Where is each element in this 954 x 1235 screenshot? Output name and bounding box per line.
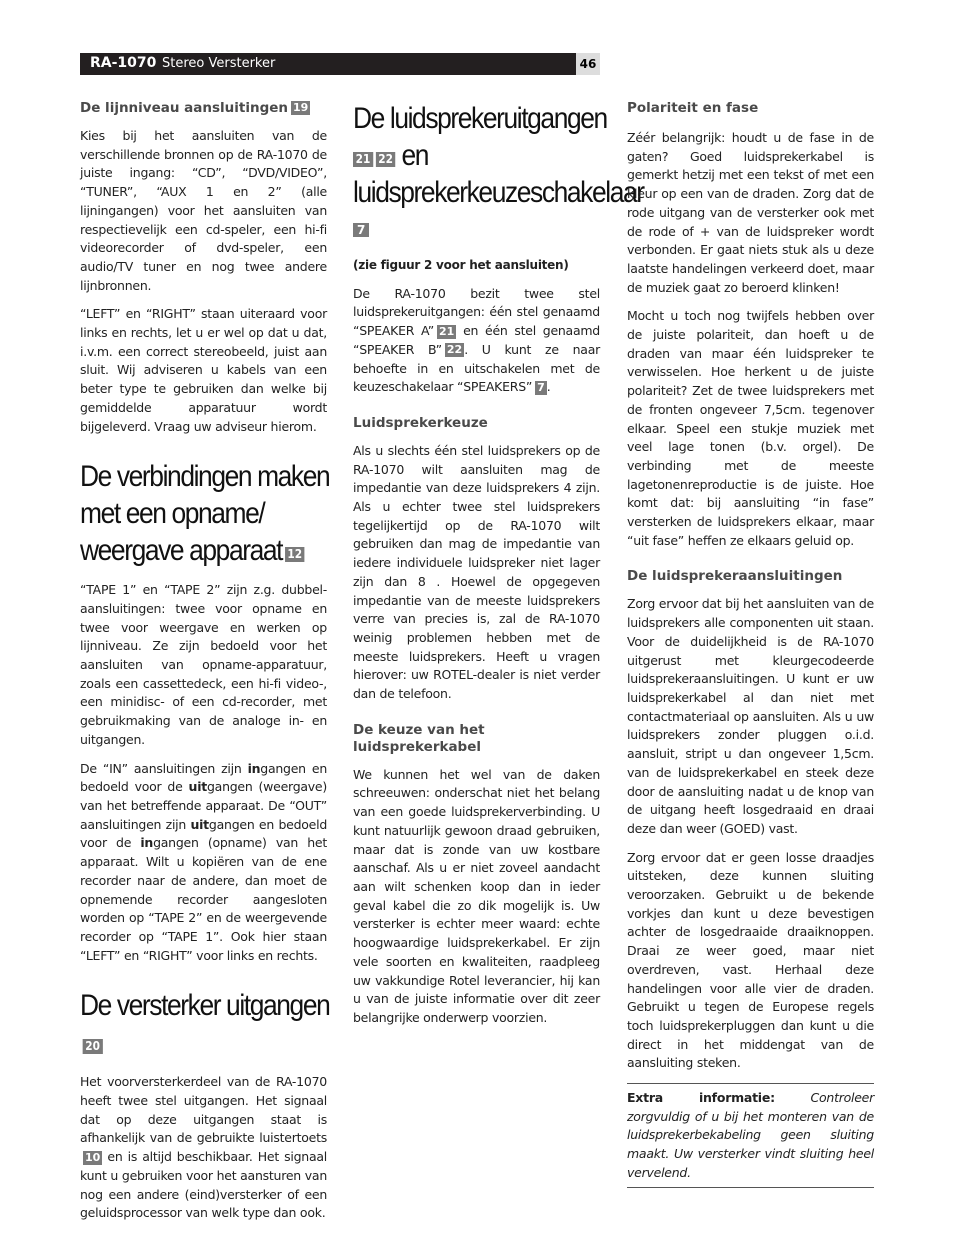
ref-badge: 10 — [85, 1150, 101, 1164]
text-run: gangen (opname) van het apparaat. Wilt u kopiëren van de ene recorder naar de andere, dan moet de opnemende recorder aangesloten worden op “TAPE 2” en de weergevende recorder op “TAPE 1”. Ook hier staan “LEFT” en “RIGHT” voor links en rechts. — [80, 835, 328, 963]
paragraph: “LEFT” en “RIGHT” staan uiteraard voor links en rechts, let u er wel op dat u dat, i.v.m. een correct stereobeeld, juist aan sluit. Wij adviseren u kabels van een beter type te gebruiken dan welke bij gemiddelde apparatuur wordt bijgeleverd. Vraag uw adviseur hierom. — [80, 306, 327, 434]
ref-badge: 21 — [438, 324, 455, 338]
paragraph: Zéér belangrijk: houdt u de fase in de gaten? Goed luidsprekerkabel is gemerkt hetzij met een tekst of met een kleur op een van de draden. Zorg dat de rode uitgang van de versterker ook met de rode of + van de luidspreker wordt verbonden. Er gaat niets stuk als u deze laatste handelingen verkeerd doet, maar de muziek gaat zo beroerd klinken! — [627, 130, 874, 295]
text-bold: in — [140, 835, 154, 851]
ref-badge: 7 — [537, 380, 545, 394]
paragraph: Zorg ervoor dat bij het aansluiten van de luidsprekers alle componenten uit staan. Voor de duidelijkheid is de RA-1070 uitgerust met kleurgecodeerde luidsprekeraansluitingen. U kunt er uw luidsprekerkabel al dan niet met contactmateriaal op aansluiten. Als u uw luidsprekers zonder pluggen o.i.d. aansluit, stript u dan ongeveer 1,5cm. van de luidsprekerkabel en steek deze door de aansluiting nadat u de knop van de uitgang heeft losgedraaid en draai deze dan weer (GOED) vast. — [627, 596, 874, 836]
text-run: De RA-1070 bezit twee stel luidsprekeruitgangen: één stel genaamd “SPEAKER A” — [353, 285, 600, 339]
paragraph: Mocht u toch nog twijfels hebben over de juiste polariteit, dan hoeft u de draden van maar één luidspreker te verwisselen. Hoe herkent u de juiste polariteit? Zet de twee luidsprekers met de fronten ongeveer 7,5cm. tegenover elkaar. Speel een stukje muziek met veel lage tonen (b.v. orgel). De verbinding met de meeste lagetonenreproductie is de juiste. Hoe komt dat: bij aansluiting “in fase” versterken de luidsprekers elkaar, maar “uit fase” heffen ze elkaars geluid op. — [627, 308, 874, 548]
extra-info — [627, 1089, 874, 1183]
paragraph: We kunnen het wel van de daken schreeuwen: onderschat niet het belang van een goede luidsprekerverbinding. U kunt natuurlijk gewoon draad gebruiken, maar dat is zonde van uw kostbare aanschaf. Als u er niet zoveel aandacht aan wilt schenken koop dan in ieder geval kabel die zo dik mogelijk is. Uw versterker is echter meer waard: echte hoogwaardige luidsprekerkabel. Er zijn vele soorten en kwaliteiten, raadpleeg uw vakkundige Rotel leverancier, hij kan u van de juiste informatie over dit zeer belangrijke onderwerp voorzien. — [353, 766, 600, 1025]
ref-badge: 19 — [293, 101, 309, 114]
text-bold: in — [247, 760, 261, 776]
text-run: . — [546, 379, 551, 395]
ref-badge: 21 — [353, 152, 373, 167]
paragraph — [80, 760, 327, 966]
ref-badge: 12 — [285, 547, 305, 562]
column-2 — [353, 100, 644, 1038]
text-bold: uit — [188, 779, 207, 795]
text-run: en is altijd beschikbaar. Het signaal kunt u gebruiken voor het aansturen van nog een andere (eind)versterker of een geluidsprocessor van welk type dan ook. — [80, 1149, 327, 1221]
product-subtitle: Stereo Versterker — [162, 56, 276, 71]
extra-info-label: Extra informatie: — [627, 1090, 775, 1106]
model-name: RA-1070 — [90, 55, 157, 71]
ref-badge: 7 — [353, 223, 369, 237]
heading-speaker-outputs — [353, 100, 644, 211]
ref-badge-row — [353, 219, 600, 238]
text-bold: uit — [190, 816, 209, 832]
ref-badge: 22 — [446, 343, 463, 357]
heading-polarity: Polariteit en fase — [627, 100, 759, 116]
page-header — [80, 53, 600, 75]
heading-cable-choice: De keuze van het luidsprekerkabel — [353, 721, 485, 755]
paragraph: Als u slechts één stel luidsprekers op de RA-1070 wilt aansluiten mag de impedantie van deze luidsprekers 4 zijn. Als u echter twee stel luidsprekers tegelijkertijd op de RA-1070 wilt gebruiken dan mag de impedantie van iedere individuele luidspreker niet lager zijn dan 8 . Hoewel de opgegeven impedantie van de meeste luidsprekers verre van precies is, zal de RA-1070 weinig problemen hebben met de meeste luidsprekers. Heeft u vragen hierover: uw ROTEL-dealer is niet verder dan de telefoon. — [353, 442, 600, 702]
heading-recording — [80, 458, 335, 569]
column-3 — [627, 100, 874, 1188]
heading-speaker-connections: De luidsprekeraansluitingen — [627, 568, 843, 585]
paragraph: Kies bij het aansluiten van de verschillende bronnen op de RA-1070 de juiste ingang: “CD”, “DVD/VIDEO”, “TUNER”, “AUX 1 en 2” (alle lijningangen) voor het aansluiten van respectievelijk een cd-speler, een hi-fi videorecorder of dvd-speler, een audio/TV tuner en nog twee andere lijnbronnen. — [80, 128, 327, 293]
heading-text: De luidsprekeruitgangen — [353, 102, 607, 135]
text-run: De “IN” aansluitingen zijn — [80, 760, 248, 776]
extra-info-box — [627, 1083, 874, 1188]
text-run: Het voorversterkerdeel van de RA-1070 heeft twee stel uitgangen. Het signaal dat op deze uitgangen staat is afhankelijk van de gebruikte luistertoets — [80, 1074, 327, 1146]
heading-speaker-choice: Luidsprekerkeuze — [353, 414, 488, 431]
text-run: gangen en bedoeld voor de — [80, 760, 327, 795]
paragraph — [80, 1073, 327, 1223]
heading-text: en luidsprekerkeuzeschakelaar — [353, 139, 644, 209]
heading-text: De verbindingen maken met een opname/ weergave apparaat — [80, 460, 330, 568]
paragraph: “TAPE 1” en “TAPE 2” zijn z.g. dubbel-aansluitingen: twee voor opname en twee voor weergave en werken op lijnniveau. Ze zijn bedoeld voor het aansluiten van opname-apparatuur, zoals een cassettedeck, een hi-fi video-, een minidisc- of een cd-recorder, met gebruikmaking van de analoge in- en uitgangen. — [80, 582, 327, 747]
ref-badge: 20 — [83, 1039, 103, 1054]
paragraph — [353, 285, 600, 397]
heading-amp-outputs — [80, 987, 335, 1061]
text-run: gangen (weergave) van het betreffende apparaat. De “OUT” aansluitingen zijn — [80, 779, 328, 832]
text-run: . U kunt ze naar behoefte in en uitschakelen met de keuzeschakelaar “SPEAKERS” — [353, 341, 600, 395]
heading-line-inputs — [80, 100, 327, 117]
heading-text: De lijnniveau aansluitingen — [80, 100, 289, 116]
extra-info-text: Controleer zorgvuldig of u bij het monteren van de luidsprekerbekabeling geen sluiting maakt. Uw versterker vindt sluiting heel vervelend. — [627, 1090, 874, 1180]
column-1 — [80, 100, 330, 1233]
ref-badge: 22 — [376, 152, 396, 167]
paragraph: Zorg ervoor dat er geen losse draadjes uitsteken, deze kunnen sluiting veroorzaken. Gebruikt u de bekende vorkjes dan kunt u deze bevestigen achter de losgedraaide draaiknoppen. Draai ze weer goed, maar niet overdreven, vast. Herhaal deze handelingen voor alle vier de draden. Gebruikt u tegen de Europese regels toch luidsprekerpluggen dan kunt u die direct in het middengat van de aansluiting steken. — [627, 849, 874, 1071]
page-number: 46 — [576, 53, 600, 75]
heading-text: De versterker uitgangen — [80, 989, 330, 1023]
figure-note: (zie figuur 2 voor het aansluiten) — [353, 258, 569, 272]
text-run: gangen en bedoeld voor de — [80, 816, 327, 851]
text-run: en één stel genaamd “SPEAKER B” — [353, 323, 600, 357]
